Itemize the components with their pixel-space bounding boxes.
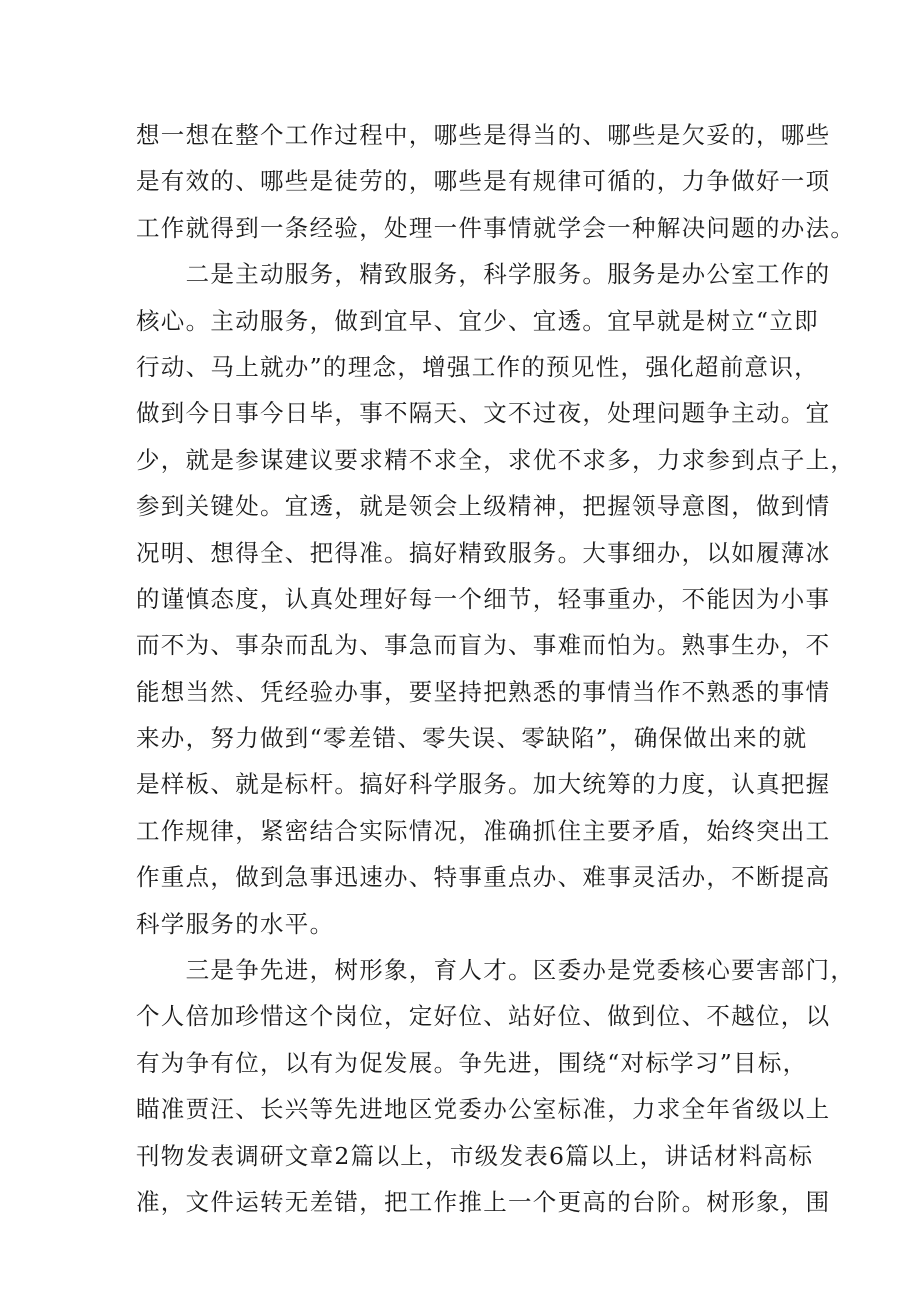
text-line: 况明、想得全、把得准。搞好精致服务。大事细办，以如履薄冰 (136, 538, 831, 567)
text-line: 是样板、就是标杆。搞好科学服务。加大统筹的力度，认真把握 (136, 770, 831, 799)
text-line: 准，文件运转无差错，把工作推上一个更高的台阶。树形象，围 (136, 1187, 831, 1216)
text-line: 来办，努力做到“零差错、零失误、零缺陷”，确保做出来的就 (136, 724, 808, 753)
text-line: 参到关键处。宜透，就是领会上级精神，把握领导意图，做到情 (136, 492, 831, 521)
text-line: 做到今日事今日毕，事不隔天、文不过夜，处理问题争主动。宜 (136, 399, 831, 428)
text-line: 的谨慎态度，认真处理好每一个细节，轻事重办，不能因为小事 (136, 584, 831, 613)
text-line: 能想当然、凭经验办事，要坚持把熟悉的事情当作不熟悉的事情 (136, 677, 831, 706)
text-line: 核心。主动服务，做到宜早、宜少、宜透。宜早就是树立“立即 (136, 306, 819, 335)
text-line: 瞄准贾汪、长兴等先进地区党委办公室标准，力求全年省级以上 (136, 1095, 831, 1124)
text-line: 个人倍加珍惜这个岗位，定好位、站好位、做到位、不越位，以 (136, 1002, 831, 1031)
text-line: 刊物发表调研文章2篇以上，市级发表6篇以上，讲话材料高标 (136, 1141, 814, 1170)
paragraph-start-line: 三是争先进，树形象，育人才。区委办是党委核心要害部门， (136, 956, 856, 985)
text-line: 想一想在整个工作过程中，哪些是得当的、哪些是欠妥的，哪些 (136, 121, 831, 149)
paragraph-start-line: 二是主动服务，精致服务，科学服务。服务是办公室工作的 (136, 260, 831, 289)
text-line: 而不为、事杂而乱为、事急而盲为、事难而怕为。熟事生办，不 (136, 631, 831, 660)
text-line: 行动、马上就办”的理念，增强工作的预见性，强化超前意识， (136, 352, 819, 381)
body-text (136, 112, 856, 1225)
text-line: 工作规律，紧密结合实际情况，准确抓住主要矛盾，始终突出工 (136, 816, 831, 845)
text-line: 有为争有位，以有为促发展。争先进，围绕“对标学习”目标， (136, 1048, 808, 1077)
text-line: 是有效的、哪些是徒劳的，哪些是有规律可循的，力争做好一项 (136, 167, 831, 196)
text-line: 少，就是参谋建议要求精不求全，求优不求多，力求参到点子上， (136, 445, 856, 474)
text-line: 工作就得到一条经验，处理一件事情就学会一种解决问题的办法。 (136, 213, 856, 242)
text-line: 作重点，做到急事迅速办、特事重点办、难事灵活办，不断提高 (136, 863, 831, 892)
text-line: 科学服务的水平。 (136, 909, 335, 938)
